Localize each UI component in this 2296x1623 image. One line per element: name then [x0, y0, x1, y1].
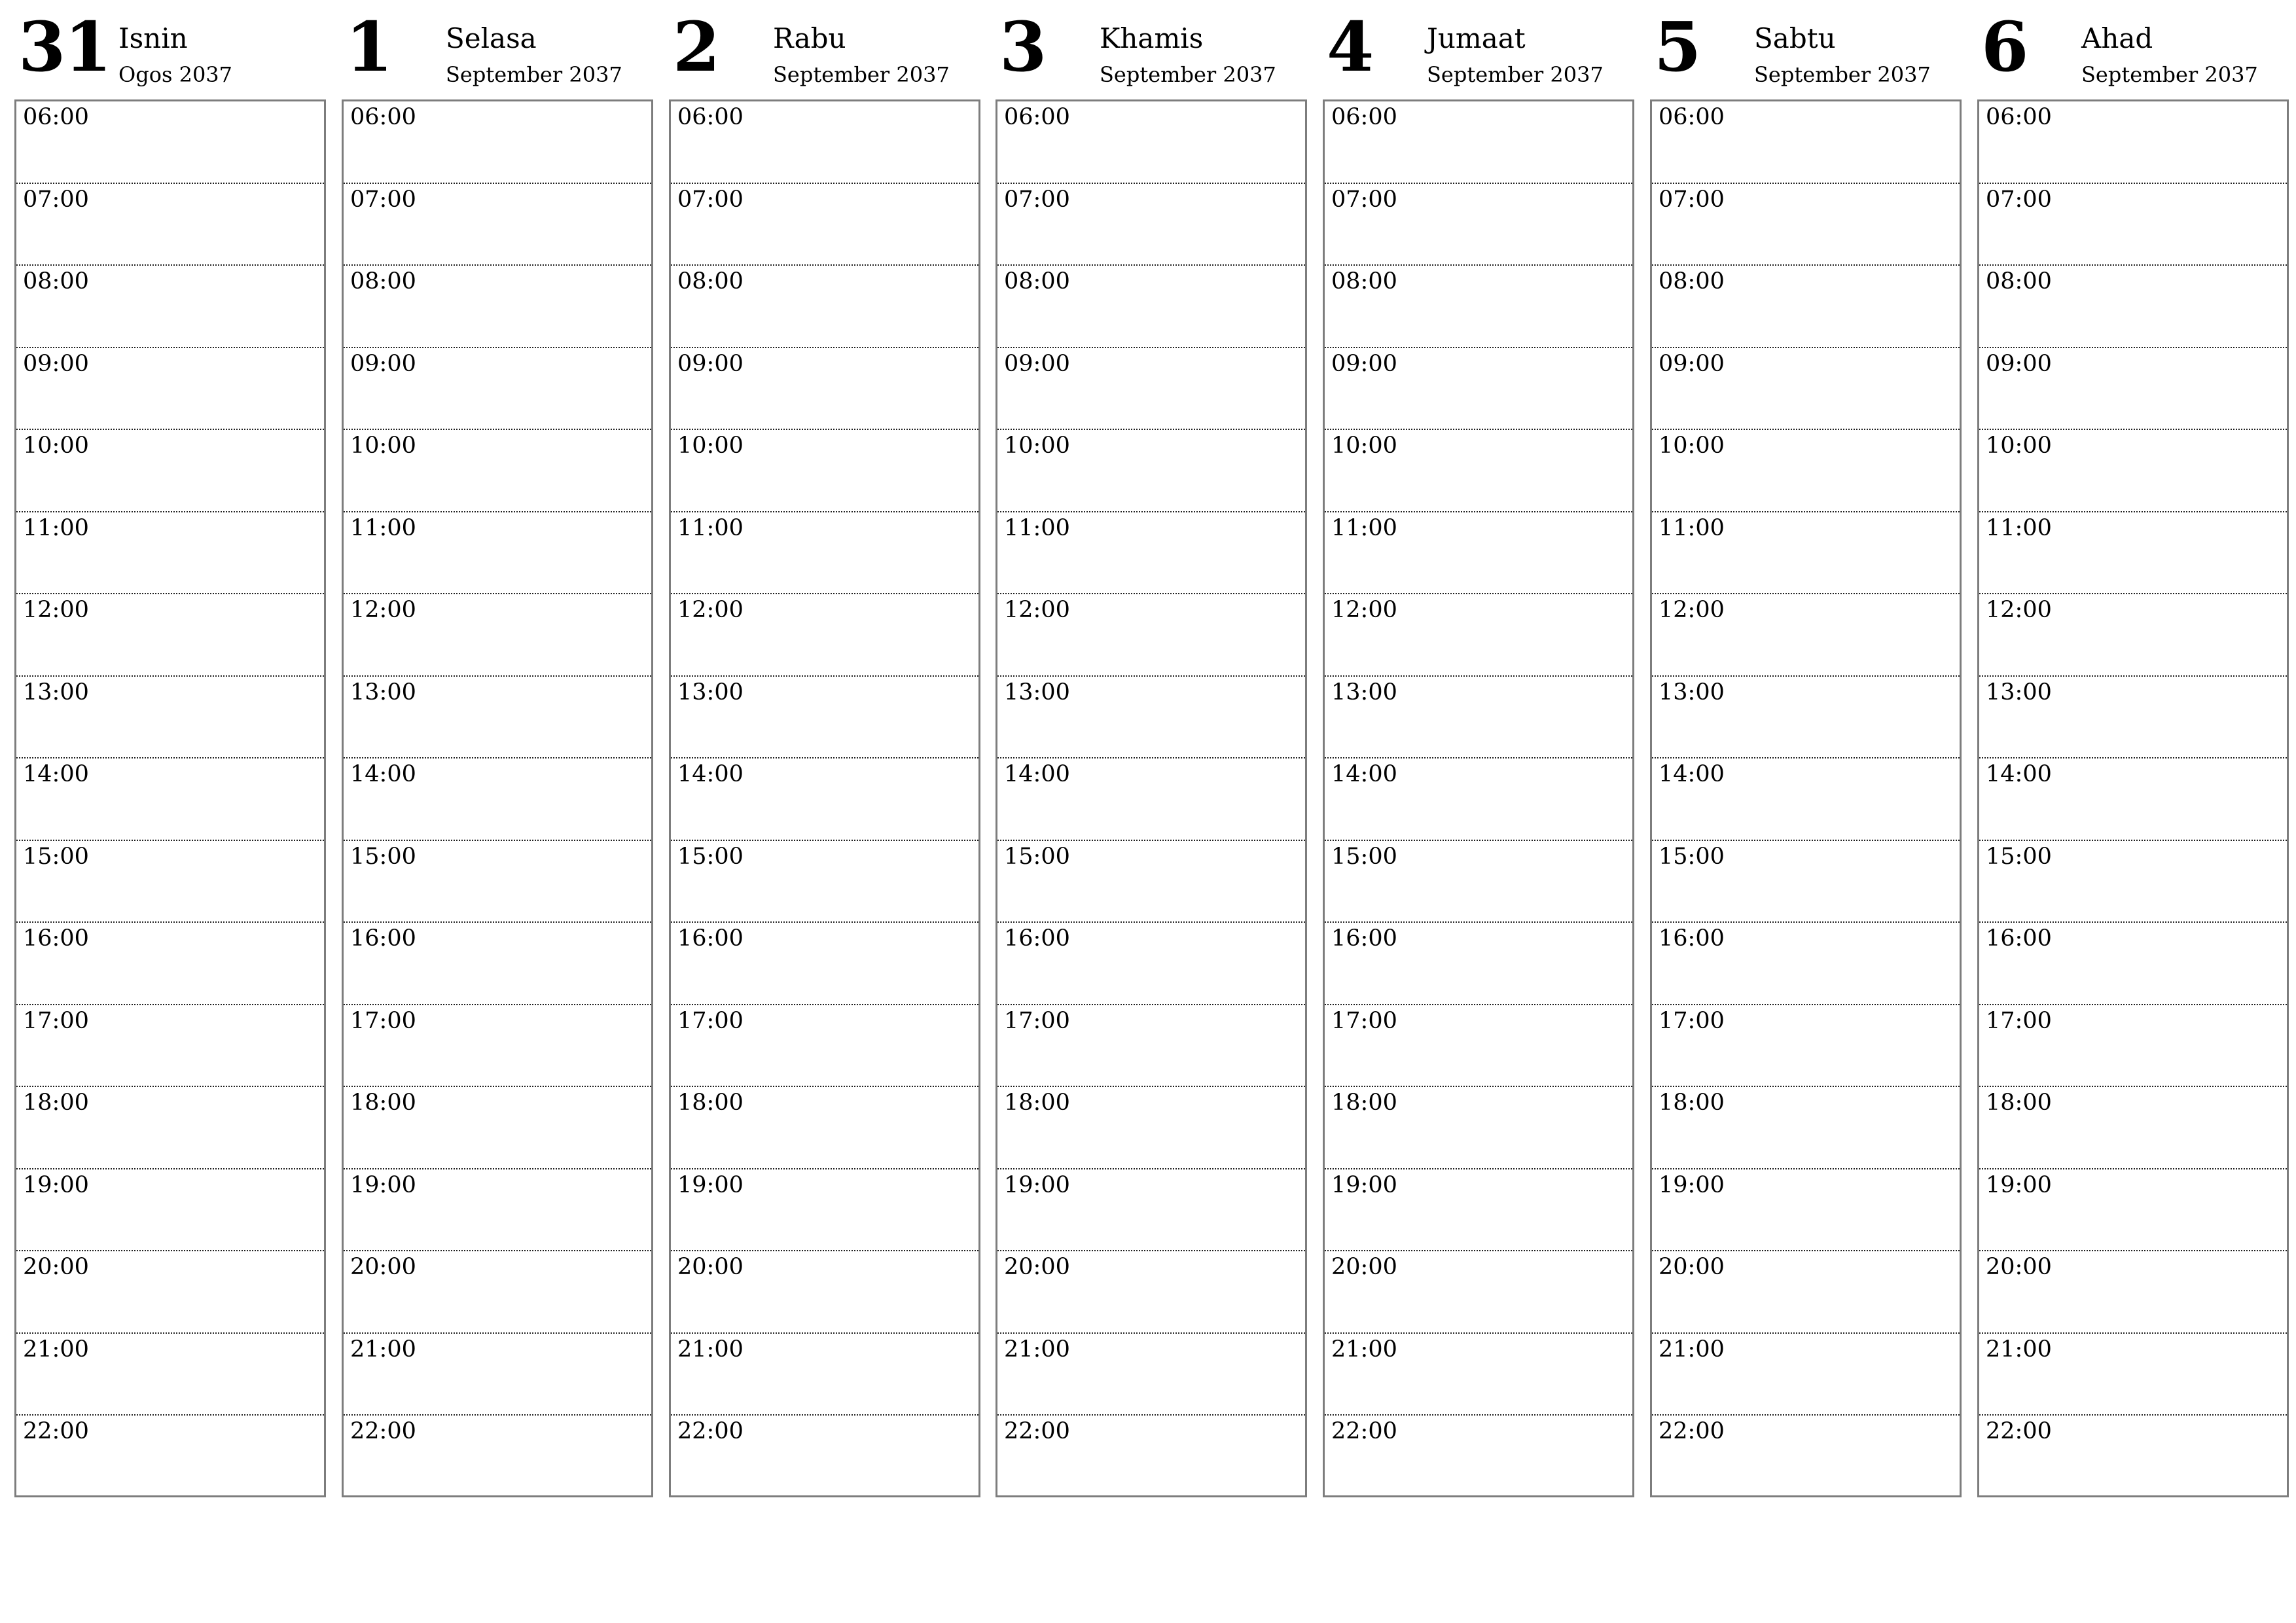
time-slot[interactable] [671, 1087, 978, 1169]
time-slot[interactable] [344, 1416, 651, 1498]
time-slot[interactable] [344, 923, 651, 1005]
time-slot[interactable] [16, 1005, 324, 1088]
time-slot-label: 15:00 [23, 843, 89, 870]
time-slot-label: 13:00 [23, 679, 89, 705]
time-slot-label: 15:00 [350, 843, 416, 870]
time-slot-label: 12:00 [1659, 597, 1725, 623]
time-slot-label: 21:00 [1986, 1336, 2052, 1363]
time-slot-label: 22:00 [350, 1418, 416, 1444]
time-slot-label: 11:00 [677, 514, 744, 541]
time-slot-label: 17:00 [1331, 1007, 1397, 1034]
time-slot[interactable] [16, 923, 324, 1005]
time-slot-label: 19:00 [1004, 1171, 1070, 1198]
time-slot[interactable] [16, 841, 324, 923]
time-slot-label: 10:00 [1659, 433, 1725, 459]
time-slot-label: 20:00 [23, 1254, 89, 1280]
time-slot[interactable] [344, 512, 651, 595]
time-slot[interactable] [671, 1334, 978, 1416]
time-slot-label: 10:00 [23, 433, 89, 459]
time-slot-label: 22:00 [23, 1418, 89, 1444]
time-slot-label: 08:00 [1986, 268, 2052, 294]
time-slot[interactable] [1325, 1416, 1632, 1498]
time-slot[interactable] [1652, 430, 1960, 512]
time-slot-label: 17:00 [23, 1007, 89, 1034]
day-header [1650, 0, 1964, 99]
time-slot[interactable] [1325, 758, 1632, 841]
time-slot-label: 14:00 [23, 761, 89, 787]
time-slot-label: 15:00 [1986, 843, 2052, 870]
time-slot[interactable] [1979, 430, 2287, 512]
day-header [1977, 0, 2291, 99]
time-slot-label: 07:00 [1659, 186, 1725, 213]
time-slot[interactable] [1979, 677, 2287, 759]
time-slot[interactable] [16, 594, 324, 677]
time-slot-label: 06:00 [1986, 104, 2052, 130]
time-slot[interactable] [344, 1334, 651, 1416]
day-number: 3 [999, 7, 1046, 87]
time-slot[interactable] [1325, 1169, 1632, 1252]
time-slot-label: 06:00 [1004, 104, 1070, 130]
time-slot-label: 11:00 [350, 514, 416, 541]
day-header [14, 0, 329, 99]
time-slot[interactable] [997, 677, 1305, 759]
time-slot[interactable] [1325, 184, 1632, 266]
time-slot[interactable] [1979, 1005, 2287, 1088]
time-slot[interactable] [1652, 1416, 1960, 1498]
time-slot-label: 21:00 [1004, 1336, 1070, 1363]
day-column [1650, 0, 1964, 1444]
time-slot[interactable] [1979, 512, 2287, 595]
time-slot-label: 14:00 [677, 761, 744, 787]
time-slot-label: 17:00 [1986, 1007, 2052, 1034]
time-slot[interactable] [1652, 101, 1960, 184]
time-slot-label: 22:00 [677, 1418, 744, 1444]
time-slot[interactable] [1652, 1169, 1960, 1252]
time-slot[interactable] [1325, 923, 1632, 1005]
time-slot-label: 08:00 [1004, 268, 1070, 294]
time-slot-label: 13:00 [1659, 679, 1725, 705]
time-slot[interactable] [1979, 348, 2287, 431]
time-slot[interactable] [1652, 758, 1960, 841]
time-slot[interactable] [344, 1251, 651, 1334]
time-slot[interactable] [1325, 1087, 1632, 1169]
time-slot-label: 07:00 [1986, 186, 2052, 213]
time-slot[interactable] [1979, 594, 2287, 677]
day-header [342, 0, 656, 99]
time-slot[interactable] [344, 677, 651, 759]
time-slot[interactable] [997, 266, 1305, 348]
time-slot[interactable] [1979, 841, 2287, 923]
time-slot[interactable] [997, 1416, 1305, 1498]
time-slot[interactable] [671, 677, 978, 759]
time-slot-label: 10:00 [1004, 433, 1070, 459]
time-slot-label: 20:00 [1004, 1254, 1070, 1280]
time-slot[interactable] [1652, 923, 1960, 1005]
time-slot-label: 13:00 [1986, 679, 2052, 705]
time-slot[interactable] [16, 101, 324, 184]
time-slot[interactable] [997, 101, 1305, 184]
time-slot[interactable] [1979, 101, 2287, 184]
day-name: Selasa [446, 22, 537, 54]
time-slot[interactable] [671, 841, 978, 923]
time-slot[interactable] [997, 430, 1305, 512]
time-slot[interactable] [1325, 1334, 1632, 1416]
time-slot[interactable] [1325, 677, 1632, 759]
time-slot-label: 20:00 [1331, 1254, 1397, 1280]
time-slot-label: 09:00 [677, 350, 744, 377]
time-slot-label: 12:00 [677, 597, 744, 623]
time-slot[interactable] [16, 512, 324, 595]
time-slot[interactable] [671, 512, 978, 595]
day-header [996, 0, 1310, 99]
time-slot-label: 15:00 [1004, 843, 1070, 870]
time-slot[interactable] [16, 184, 324, 266]
time-slot-label: 11:00 [1004, 514, 1070, 541]
time-slot-label: 08:00 [1659, 268, 1725, 294]
time-slot[interactable] [1979, 1334, 2287, 1416]
day-number: 1 [346, 7, 392, 87]
time-slot[interactable] [344, 1169, 651, 1252]
time-slot[interactable] [671, 101, 978, 184]
time-slot-label: 07:00 [677, 186, 744, 213]
day-name: Rabu [773, 22, 846, 54]
time-slot-label: 15:00 [1659, 843, 1725, 870]
time-slot[interactable] [1979, 1416, 2287, 1498]
time-slot[interactable] [671, 184, 978, 266]
time-slot[interactable] [671, 594, 978, 677]
time-slot[interactable] [344, 758, 651, 841]
time-slot[interactable] [344, 266, 651, 348]
time-slot-label: 12:00 [1004, 597, 1070, 623]
time-slot[interactable] [671, 430, 978, 512]
time-slot-label: 08:00 [23, 268, 89, 294]
time-slot-label: 06:00 [350, 104, 416, 130]
day-column [14, 0, 329, 1444]
time-slot-label: 19:00 [1331, 1171, 1397, 1198]
time-slot-label: 20:00 [350, 1254, 416, 1280]
day-number: 5 [1654, 7, 1700, 87]
time-slot[interactable] [997, 1087, 1305, 1169]
time-slot[interactable] [671, 1416, 978, 1498]
time-slot-label: 06:00 [1659, 104, 1725, 130]
time-slot-label: 19:00 [350, 1171, 416, 1198]
time-slot-label: 13:00 [350, 679, 416, 705]
day-number: 2 [673, 7, 719, 87]
time-slot[interactable] [997, 758, 1305, 841]
time-slot-label: 16:00 [23, 925, 89, 952]
time-slot[interactable] [671, 1251, 978, 1334]
time-slot-label: 11:00 [1659, 514, 1725, 541]
day-schedule-box [1323, 99, 1634, 1497]
time-slot[interactable] [344, 594, 651, 677]
time-slot-label: 21:00 [23, 1336, 89, 1363]
time-slot-label: 12:00 [1331, 597, 1397, 623]
time-slot-label: 14:00 [1004, 761, 1070, 787]
time-slot[interactable] [16, 677, 324, 759]
time-slot[interactable] [997, 184, 1305, 266]
time-slot[interactable] [344, 184, 651, 266]
time-slot[interactable] [1652, 594, 1960, 677]
time-slot[interactable] [1325, 348, 1632, 431]
time-slot-label: 09:00 [1986, 350, 2052, 377]
time-slot-label: 06:00 [677, 104, 744, 130]
time-slot[interactable] [1325, 1251, 1632, 1334]
time-slot[interactable] [1325, 841, 1632, 923]
time-slot[interactable] [1652, 1005, 1960, 1088]
time-slot-label: 06:00 [23, 104, 89, 130]
time-slot-label: 16:00 [1986, 925, 2052, 952]
time-slot[interactable] [344, 841, 651, 923]
time-slot-label: 22:00 [1986, 1418, 2052, 1444]
time-slot[interactable] [16, 1334, 324, 1416]
time-slot[interactable] [997, 841, 1305, 923]
time-slot[interactable] [997, 1251, 1305, 1334]
day-month-year: September 2037 [446, 62, 622, 87]
time-slot[interactable] [1979, 923, 2287, 1005]
time-slot[interactable] [16, 266, 324, 348]
time-slot[interactable] [344, 1005, 651, 1088]
time-slot[interactable] [1652, 184, 1960, 266]
day-schedule-box [342, 99, 653, 1497]
time-slot-label: 18:00 [1659, 1090, 1725, 1116]
time-slot-label: 07:00 [1331, 186, 1397, 213]
day-schedule-box [14, 99, 326, 1497]
time-slot-label: 16:00 [350, 925, 416, 952]
time-slot-label: 16:00 [1004, 925, 1070, 952]
time-slot-label: 18:00 [677, 1090, 744, 1116]
day-column [996, 0, 1310, 1444]
time-slot[interactable] [1652, 348, 1960, 431]
day-column [669, 0, 983, 1444]
time-slot[interactable] [671, 266, 978, 348]
time-slot-label: 16:00 [1331, 925, 1397, 952]
day-name: Isnin [118, 22, 188, 54]
time-slot[interactable] [671, 348, 978, 431]
time-slot-label: 21:00 [1331, 1336, 1397, 1363]
time-slot-label: 14:00 [1659, 761, 1725, 787]
day-name: Ahad [2081, 22, 2153, 54]
time-slot[interactable] [1325, 266, 1632, 348]
time-slot-label: 12:00 [350, 597, 416, 623]
day-header [1323, 0, 1637, 99]
time-slot-label: 11:00 [1986, 514, 2052, 541]
time-slot[interactable] [16, 1169, 324, 1252]
time-slot[interactable] [1979, 758, 2287, 841]
day-column [1977, 0, 2291, 1444]
time-slot[interactable] [344, 348, 651, 431]
time-slot-label: 07:00 [1004, 186, 1070, 213]
day-schedule-box [996, 99, 1307, 1497]
time-slot[interactable] [16, 1416, 324, 1498]
time-slot-label: 10:00 [677, 433, 744, 459]
time-slot-label: 20:00 [1659, 1254, 1725, 1280]
day-month-year: September 2037 [1754, 62, 1931, 87]
time-slot-label: 09:00 [1331, 350, 1397, 377]
time-slot-label: 10:00 [1331, 433, 1397, 459]
time-slot[interactable] [16, 430, 324, 512]
time-slot-label: 21:00 [1659, 1336, 1725, 1363]
day-header [669, 0, 983, 99]
time-slot-label: 19:00 [677, 1171, 744, 1198]
time-slot-label: 19:00 [1659, 1171, 1725, 1198]
time-slot-label: 22:00 [1004, 1418, 1070, 1444]
day-month-year: September 2037 [1100, 62, 1276, 87]
time-slot[interactable] [1979, 1169, 2287, 1252]
time-slot[interactable] [997, 923, 1305, 1005]
time-slot[interactable] [1325, 512, 1632, 595]
time-slot-label: 14:00 [350, 761, 416, 787]
time-slot-label: 22:00 [1331, 1418, 1397, 1444]
time-slot-label: 13:00 [1004, 679, 1070, 705]
time-slot-label: 18:00 [350, 1090, 416, 1116]
time-slot-label: 08:00 [677, 268, 744, 294]
day-number: 4 [1327, 7, 1373, 87]
time-slot-label: 19:00 [1986, 1171, 2052, 1198]
time-slot[interactable] [344, 101, 651, 184]
time-slot-label: 18:00 [23, 1090, 89, 1116]
time-slot-label: 13:00 [677, 679, 744, 705]
time-slot[interactable] [1652, 1087, 1960, 1169]
day-name: Sabtu [1754, 22, 1836, 54]
time-slot[interactable] [1979, 1087, 2287, 1169]
time-slot-label: 16:00 [677, 925, 744, 952]
time-slot[interactable] [1325, 430, 1632, 512]
time-slot[interactable] [1979, 266, 2287, 348]
time-slot[interactable] [671, 758, 978, 841]
time-slot[interactable] [997, 1005, 1305, 1088]
time-slot[interactable] [1979, 184, 2287, 266]
day-name: Khamis [1100, 22, 1204, 54]
time-slot-label: 09:00 [1659, 350, 1725, 377]
time-slot-label: 17:00 [350, 1007, 416, 1034]
time-slot-label: 12:00 [23, 597, 89, 623]
time-slot[interactable] [997, 512, 1305, 595]
day-column [1323, 0, 1637, 1444]
time-slot[interactable] [1652, 841, 1960, 923]
day-column [342, 0, 656, 1444]
time-slot-label: 14:00 [1331, 761, 1397, 787]
time-slot[interactable] [1979, 1251, 2287, 1334]
day-number: 6 [1981, 7, 2028, 87]
time-slot[interactable] [1325, 101, 1632, 184]
time-slot-label: 18:00 [1331, 1090, 1397, 1116]
time-slot[interactable] [997, 1169, 1305, 1252]
time-slot-label: 08:00 [350, 268, 416, 294]
day-name: Jumaat [1427, 22, 1526, 54]
time-slot-label: 18:00 [1004, 1090, 1070, 1116]
time-slot[interactable] [1652, 1251, 1960, 1334]
time-slot-label: 09:00 [23, 350, 89, 377]
time-slot-label: 06:00 [1331, 104, 1397, 130]
time-slot[interactable] [671, 923, 978, 1005]
day-schedule-box [669, 99, 980, 1497]
time-slot[interactable] [344, 430, 651, 512]
time-slot[interactable] [671, 1169, 978, 1252]
time-slot-label: 08:00 [1331, 268, 1397, 294]
time-slot-label: 18:00 [1986, 1090, 2052, 1116]
time-slot-label: 16:00 [1659, 925, 1725, 952]
time-slot-label: 21:00 [677, 1336, 744, 1363]
time-slot-label: 20:00 [677, 1254, 744, 1280]
time-slot-label: 14:00 [1986, 761, 2052, 787]
time-slot-label: 17:00 [677, 1007, 744, 1034]
time-slot-label: 13:00 [1331, 679, 1397, 705]
time-slot[interactable] [1652, 1334, 1960, 1416]
time-slot-label: 15:00 [677, 843, 744, 870]
day-month-year: September 2037 [1427, 62, 1604, 87]
day-schedule-box [1650, 99, 1962, 1497]
time-slot-label: 11:00 [23, 514, 89, 541]
time-slot[interactable] [1652, 512, 1960, 595]
time-slot-label: 15:00 [1331, 843, 1397, 870]
time-slot-label: 07:00 [23, 186, 89, 213]
time-slot[interactable] [1652, 677, 1960, 759]
time-slot-label: 21:00 [350, 1336, 416, 1363]
time-slot-label: 09:00 [350, 350, 416, 377]
time-slot[interactable] [997, 1334, 1305, 1416]
time-slot-label: 10:00 [1986, 433, 2052, 459]
time-slot[interactable] [1325, 1005, 1632, 1088]
time-slot[interactable] [997, 348, 1305, 431]
time-slot[interactable] [1652, 266, 1960, 348]
time-slot-label: 09:00 [1004, 350, 1070, 377]
time-slot-label: 20:00 [1986, 1254, 2052, 1280]
day-month-year: September 2037 [2081, 62, 2258, 87]
time-slot-label: 07:00 [350, 186, 416, 213]
time-slot-label: 17:00 [1659, 1007, 1725, 1034]
time-slot-label: 11:00 [1331, 514, 1397, 541]
time-slot[interactable] [16, 1087, 324, 1169]
time-slot-label: 17:00 [1004, 1007, 1070, 1034]
time-slot[interactable] [997, 594, 1305, 677]
time-slot-label: 10:00 [350, 433, 416, 459]
time-slot[interactable] [671, 1005, 978, 1088]
time-slot[interactable] [16, 348, 324, 431]
time-slot[interactable] [16, 1251, 324, 1334]
time-slot-label: 19:00 [23, 1171, 89, 1198]
day-month-year: September 2037 [773, 62, 950, 87]
time-slot-label: 22:00 [1659, 1418, 1725, 1444]
time-slot-label: 12:00 [1986, 597, 2052, 623]
day-month-year: Ogos 2037 [118, 62, 233, 87]
time-slot[interactable] [1325, 594, 1632, 677]
day-number: 31 [18, 7, 111, 87]
time-slot[interactable] [16, 758, 324, 841]
day-schedule-box [1977, 99, 2289, 1497]
time-slot[interactable] [344, 1087, 651, 1169]
